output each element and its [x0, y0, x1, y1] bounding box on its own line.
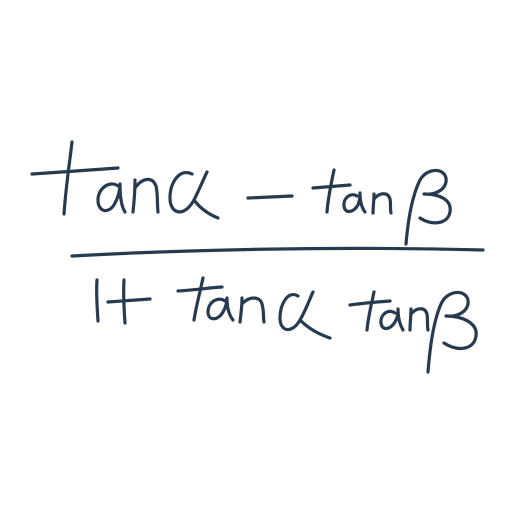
- numerator-alpha: [170, 172, 218, 218]
- numerator-a-2: [344, 193, 365, 212]
- numerator-t-2: [327, 170, 334, 212]
- denominator-strokes: [97, 278, 477, 372]
- denominator-a: [208, 298, 233, 320]
- denominator-n: [240, 298, 264, 322]
- denominator-n-2: [410, 309, 428, 330]
- numerator-t-crossbar: [32, 168, 118, 174]
- denominator-beta: [428, 292, 476, 372]
- denominator-t-2: [367, 292, 374, 330]
- numerator-a: [98, 184, 125, 212]
- numerator-n-2: [373, 194, 391, 213]
- numerator-t-2-crossbar: [313, 185, 350, 188]
- denominator-t: [194, 278, 203, 320]
- denominator-one: [97, 280, 98, 321]
- fraction-bar: [72, 248, 483, 256]
- denominator-t-crossbar: [178, 287, 222, 291]
- denominator-plus-horizontal: [108, 299, 150, 302]
- numerator-n: [133, 179, 158, 212]
- numerator-t: [64, 142, 72, 214]
- denominator-a-2: [381, 309, 403, 330]
- denominator-alpha: [280, 292, 330, 338]
- numerator-strokes: [32, 142, 450, 244]
- numerator-minus: [248, 196, 292, 198]
- numerator-beta: [406, 170, 450, 244]
